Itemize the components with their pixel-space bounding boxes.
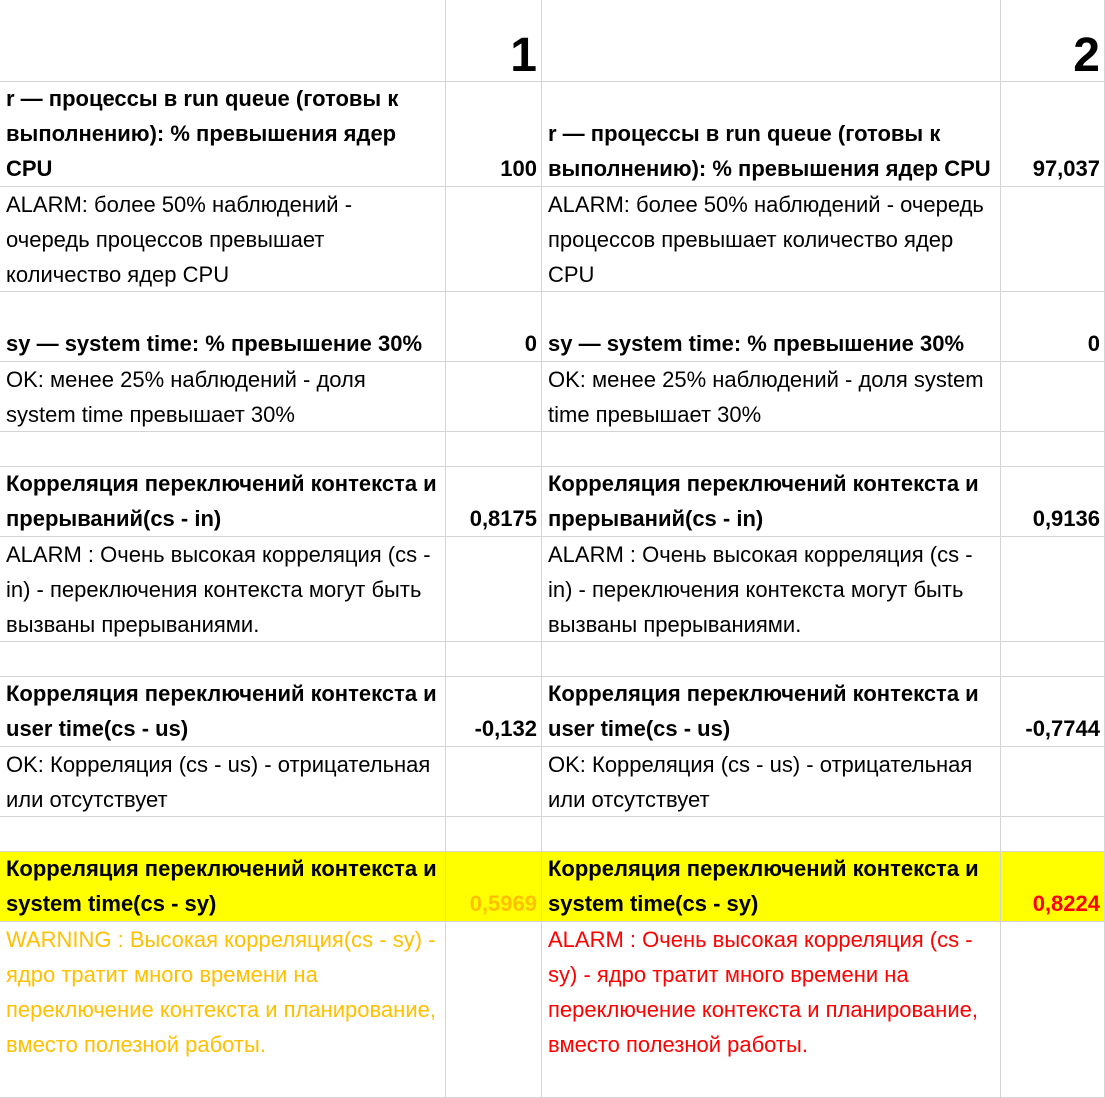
r-status-value-2[interactable] bbox=[1001, 187, 1105, 292]
r-label-1[interactable]: r — процессы в run queue (готовы к выполнению): % превышения ядер CPU bbox=[0, 82, 446, 187]
cs-in-value-2[interactable]: 0,9136 bbox=[1001, 467, 1105, 537]
cs-in-status-value-2[interactable] bbox=[1001, 537, 1105, 642]
sy-status-2[interactable]: OK: менее 25% наблюдений - доля system time превышает 30% bbox=[542, 362, 1001, 432]
cs-us-status-2[interactable]: OK: Корреляция (cs - us) - отрицательная или отсутствует bbox=[542, 747, 1001, 817]
empty-cell[interactable] bbox=[0, 642, 446, 677]
cs-in-status-2[interactable]: ALARM : Очень высокая корреляция (cs - in) - переключения контекста могут быть вызваны прерываниями. bbox=[542, 537, 1001, 642]
empty-cell[interactable] bbox=[542, 432, 1001, 467]
cs-in-status-value-1[interactable] bbox=[446, 537, 542, 642]
r-status-1[interactable]: ALARM: более 50% наблюдений - очередь процессов превышает количество ядер CPU bbox=[0, 187, 446, 292]
empty-cell[interactable] bbox=[542, 642, 1001, 677]
empty-cell[interactable] bbox=[542, 817, 1001, 852]
cs-sy-status-value-1[interactable] bbox=[446, 922, 542, 1098]
empty-cell[interactable] bbox=[446, 817, 542, 852]
sy-label-2[interactable]: sy — system time: % превышение 30% bbox=[542, 292, 1001, 362]
empty-cell[interactable] bbox=[0, 817, 446, 852]
cs-us-value-1[interactable]: -0,132 bbox=[446, 677, 542, 747]
header-empty-cell-1[interactable] bbox=[0, 0, 446, 82]
empty-cell[interactable] bbox=[446, 432, 542, 467]
sy-status-value-2[interactable] bbox=[1001, 362, 1105, 432]
r-value-1[interactable]: 100 bbox=[446, 82, 542, 187]
empty-cell[interactable] bbox=[0, 432, 446, 467]
cs-sy-status-2[interactable]: ALARM : Очень высокая корреляция (cs - sy) - ядро тратит много времени на переключение контекста и планирование, вместо полезной работы. bbox=[542, 922, 1001, 1098]
sy-status-value-1[interactable] bbox=[446, 362, 542, 432]
cs-in-value-1[interactable]: 0,8175 bbox=[446, 467, 542, 537]
cs-sy-label-2[interactable]: Корреляция переключений контекста и system time(cs - sy) bbox=[542, 852, 1001, 922]
r-status-2[interactable]: ALARM: более 50% наблюдений - очередь процессов превышает количество ядер CPU bbox=[542, 187, 1001, 292]
cs-sy-status-1[interactable]: WARNING : Высокая корреляция(cs - sy) - ядро тратит много времени на переключение контекста и планирование, вместо полезной работы. bbox=[0, 922, 446, 1098]
cs-sy-value-1[interactable]: 0,5969 bbox=[446, 852, 542, 922]
header-column-1[interactable]: 1 bbox=[446, 0, 542, 82]
cs-in-label-2[interactable]: Корреляция переключений контекста и прерываний(cs - in) bbox=[542, 467, 1001, 537]
sy-status-1[interactable]: OK: менее 25% наблюдений - доля system time превышает 30% bbox=[0, 362, 446, 432]
sy-label-1[interactable]: sy — system time: % превышение 30% bbox=[0, 292, 446, 362]
sy-value-2[interactable]: 0 bbox=[1001, 292, 1105, 362]
cs-us-value-2[interactable]: -0,7744 bbox=[1001, 677, 1105, 747]
cs-us-status-value-1[interactable] bbox=[446, 747, 542, 817]
sy-value-1[interactable]: 0 bbox=[446, 292, 542, 362]
empty-cell[interactable] bbox=[446, 642, 542, 677]
header-column-2[interactable]: 2 bbox=[1001, 0, 1105, 82]
header-empty-cell-2[interactable] bbox=[542, 0, 1001, 82]
r-value-2[interactable]: 97,037 bbox=[1001, 82, 1105, 187]
cs-us-label-1[interactable]: Корреляция переключений контекста и user time(cs - us) bbox=[0, 677, 446, 747]
cs-sy-value-2[interactable]: 0,8224 bbox=[1001, 852, 1105, 922]
empty-cell[interactable] bbox=[1001, 432, 1105, 467]
cs-us-status-value-2[interactable] bbox=[1001, 747, 1105, 817]
r-label-2[interactable]: r — процессы в run queue (готовы к выполнению): % превышения ядер CPU bbox=[542, 82, 1001, 187]
cs-sy-status-value-2[interactable] bbox=[1001, 922, 1105, 1098]
cs-us-label-2[interactable]: Корреляция переключений контекста и user time(cs - us) bbox=[542, 677, 1001, 747]
empty-cell[interactable] bbox=[1001, 817, 1105, 852]
cs-sy-label-1[interactable]: Корреляция переключений контекста и system time(cs - sy) bbox=[0, 852, 446, 922]
empty-cell[interactable] bbox=[1001, 642, 1105, 677]
cs-in-status-1[interactable]: ALARM : Очень высокая корреляция (cs - in) - переключения контекста могут быть вызваны прерываниями. bbox=[0, 537, 446, 642]
cs-us-status-1[interactable]: OK: Корреляция (cs - us) - отрицательная или отсутствует bbox=[0, 747, 446, 817]
r-status-value-1[interactable] bbox=[446, 187, 542, 292]
cs-in-label-1[interactable]: Корреляция переключений контекста и прерываний(cs - in) bbox=[0, 467, 446, 537]
